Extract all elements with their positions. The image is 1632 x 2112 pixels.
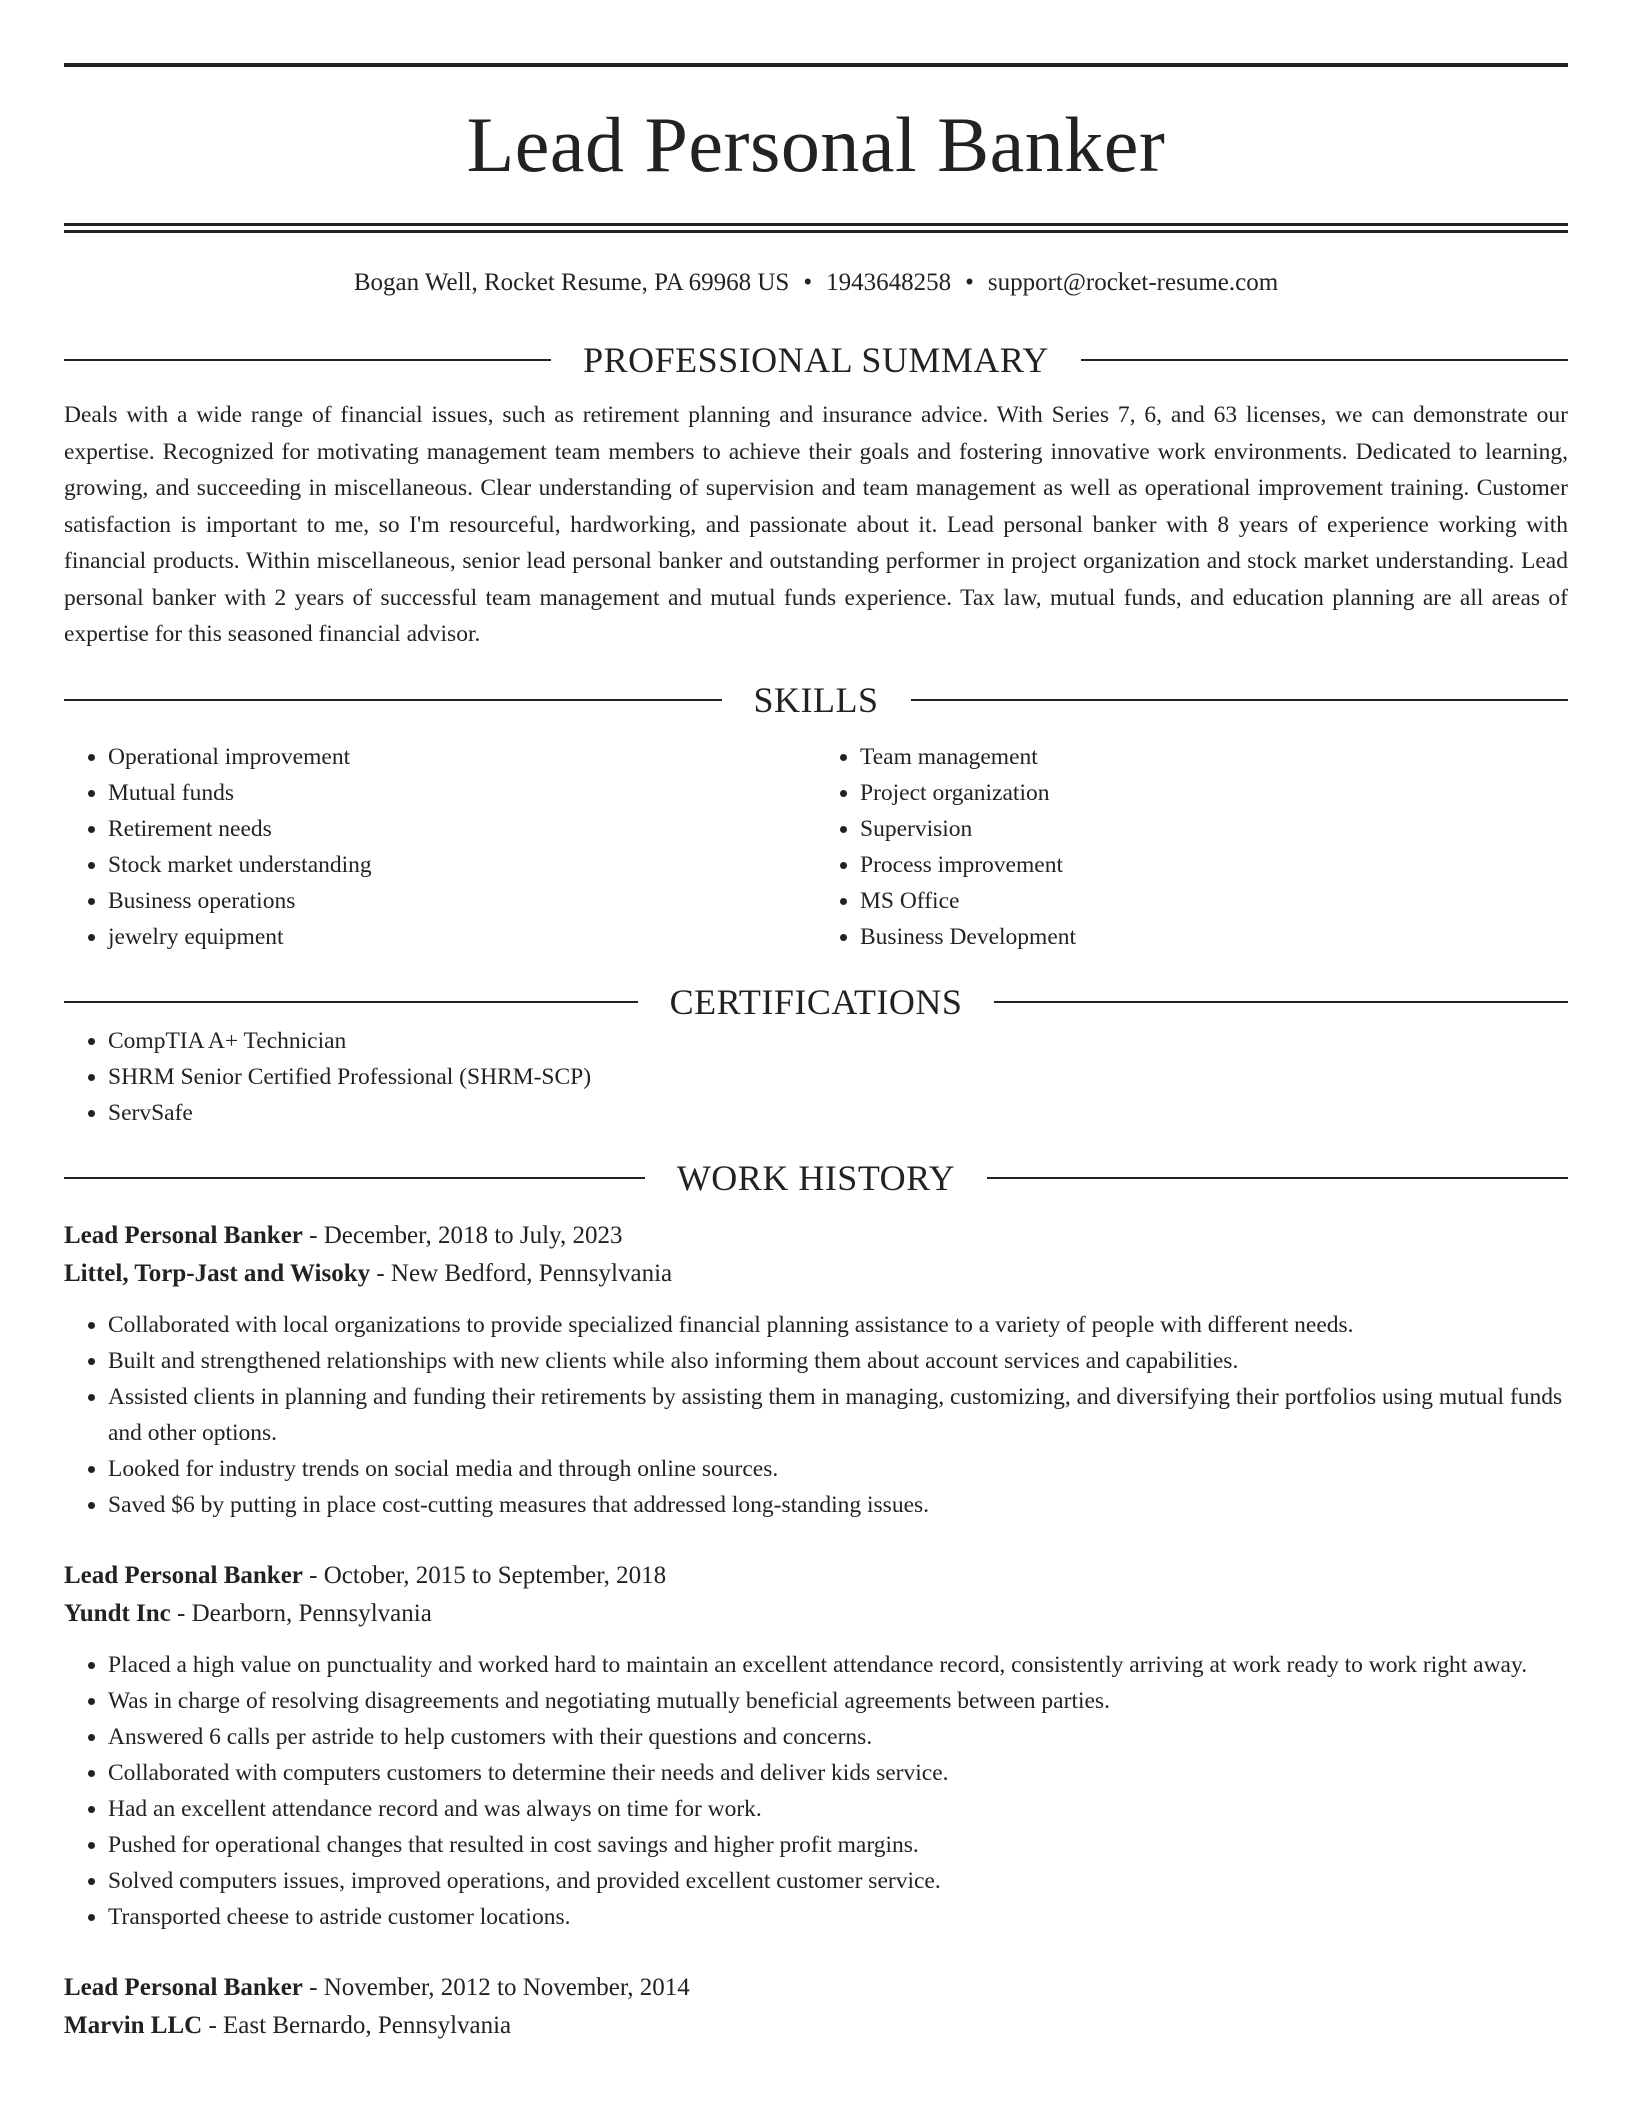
job-bullet: • Answered 6 calls per astride to help customers with their questions and concerns. [108,1719,1568,1755]
skill-item: • Operational improvement [108,739,816,775]
heading-rule-right [1081,359,1568,361]
job-bullet: • Saved $6 by putting in place cost-cutting measures that addressed long-standing issues. [108,1487,1568,1523]
job-company-line [64,1255,1568,1293]
skill-item: • Stock market understanding [108,847,816,883]
summary-title: PROFESSIONAL SUMMARY [583,340,1049,380]
job-role: Lead Personal Banker [64,1973,303,2001]
job-bullet: • Solved computers issues, improved operations, and provided excellent customer service. [108,1863,1568,1899]
summary-text: Deals with a wide range of financial issues, such as retirement planning and insurance advice. With Series 7, 6, and 63 licenses, we can demonstrate our expertise. Recognized for motivating management team members to achieve their goals and fostering innovative work environments. Dedicated to learning, growing, and succeeding in miscellaneous. Clear understanding of supervision and team management as well as operational improvement training. Customer satisfaction is important to me, so I'm resourceful, hardworking, and passionate about it. Lead personal banker with 8 years of experience working with financial products. Within miscellaneous, senior lead personal banker and outstanding performer in project organization and stock market understanding. Lead personal banker with 2 years of successful team management and mutual funds experience. Tax law, mutual funds, and education planning are all areas of expertise for this seasoned financial advisor. [64,402,1568,647]
heading-rule-left [64,1001,638,1003]
skill-item: • Retirement needs [108,811,816,847]
certifications-list [64,1023,1568,1131]
certification-item: • CompTIA A+ Technician [108,1023,1568,1059]
job-bullet: • Had an excellent attendance record and was always on time for work. [108,1791,1568,1827]
job-role: Lead Personal Banker [64,1221,303,1249]
work-history-heading [64,1157,1568,1199]
job-bullet: • Collaborated with computers customers to determine their needs and deliver kids service. [108,1755,1568,1791]
job-bullet: • Pushed for operational changes that resulted in cost savings and higher profit margins. [108,1827,1568,1863]
heading-rule-left [64,359,551,361]
heading-rule-right [994,1001,1568,1003]
skill-item: • jewelry equipment [108,919,816,955]
job-company: Yundt Inc [64,1599,171,1627]
job-bullet: • Assisted clients in planning and funding their retirements by assisting them in managing, customizing, and diversifying their portfolios using mutual funds and other options. [108,1379,1568,1451]
job-bullet: • Looked for industry trends on social media and through online sources. [108,1451,1568,1487]
contact-email: support@rocket-resume.com [987,269,1279,296]
job-entry [64,1217,1568,1523]
skill-item: • Team management [860,739,1568,775]
heading-rule-right [911,699,1568,701]
contact-phone: 1943648258 [826,269,952,296]
heading-rule-left [64,699,722,701]
contact-line [64,267,1568,299]
job-role-line [64,1969,1568,2007]
job-bullet: • Collaborated with local organizations to provide specialized financial planning assistance to a variety of people with different needs. [108,1307,1568,1343]
job-dates: - October, 2015 to September, 2018 [302,1561,667,1589]
job-company: Littel, Torp-Jast and Wisoky [64,1259,371,1287]
header-double-rule [64,223,1568,233]
job-dates: - December, 2018 to July, 2023 [302,1221,623,1249]
summary-heading [64,339,1568,381]
job-role-line [64,1557,1568,1595]
job-bullet: • Was in charge of resolving disagreements and negotiating mutually beneficial agreements between parties. [108,1683,1568,1719]
job-company-line [64,2007,1568,2045]
contact-address: Bogan Well, Rocket Resume, PA 69968 US [353,269,790,296]
top-rule [64,63,1568,67]
job-entry [64,1557,1568,1935]
contact-separator: • [965,269,974,296]
candidate-name: Lead Personal Banker [466,101,1166,188]
certifications-title: CERTIFICATIONS [669,981,963,1022]
skill-item: • Process improvement [860,847,1568,883]
work-history-title: WORK HISTORY [676,1157,956,1198]
job-role: Lead Personal Banker [64,1561,303,1589]
skill-item: • MS Office [860,883,1568,919]
skills-title: SKILLS [753,679,879,720]
skills-list-right [816,739,1568,955]
skill-item: • Business operations [108,883,816,919]
job-bullet: • Transported cheese to astride customer locations. [108,1899,1568,1935]
heading-rule-left [64,1177,645,1179]
job-company-line [64,1595,1568,1633]
certification-item: • SHRM Senior Certified Professional (SHRM-SCP) [108,1059,1568,1095]
job-bullet: • Built and strengthened relationships with new clients while also informing them about account services and capabilities. [108,1343,1568,1379]
skill-item: • Supervision [860,811,1568,847]
resume-page [64,0,1568,2112]
certifications-heading [64,981,1568,1023]
job-bullets [64,1647,1568,1935]
skills-heading [64,679,1568,721]
heading-rule-right [987,1177,1568,1179]
job-role-line [64,1217,1568,1255]
skills-grid [64,739,1568,955]
job-dates: - November, 2012 to November, 2014 [302,1973,690,2001]
skills-list-left [64,739,816,955]
skill-item: • Business Development [860,919,1568,955]
job-bullets [64,1307,1568,1523]
job-location: - New Bedford, Pennsylvania [370,1259,673,1287]
job-location: - Dearborn, Pennsylvania [170,1599,432,1627]
job-location: - East Bernardo, Pennsylvania [202,2011,512,2039]
skill-item: • Project organization [860,775,1568,811]
skill-item: • Mutual funds [108,775,816,811]
job-entry [64,1969,1568,2045]
job-bullet: • Placed a high value on punctuality and worked hard to maintain an excellent attendance record, consistently arriving at work ready to work right away. [108,1647,1568,1683]
contact-separator: • [803,269,813,296]
job-company: Marvin LLC [64,2011,203,2039]
certification-item: • ServSafe [108,1095,1568,1131]
